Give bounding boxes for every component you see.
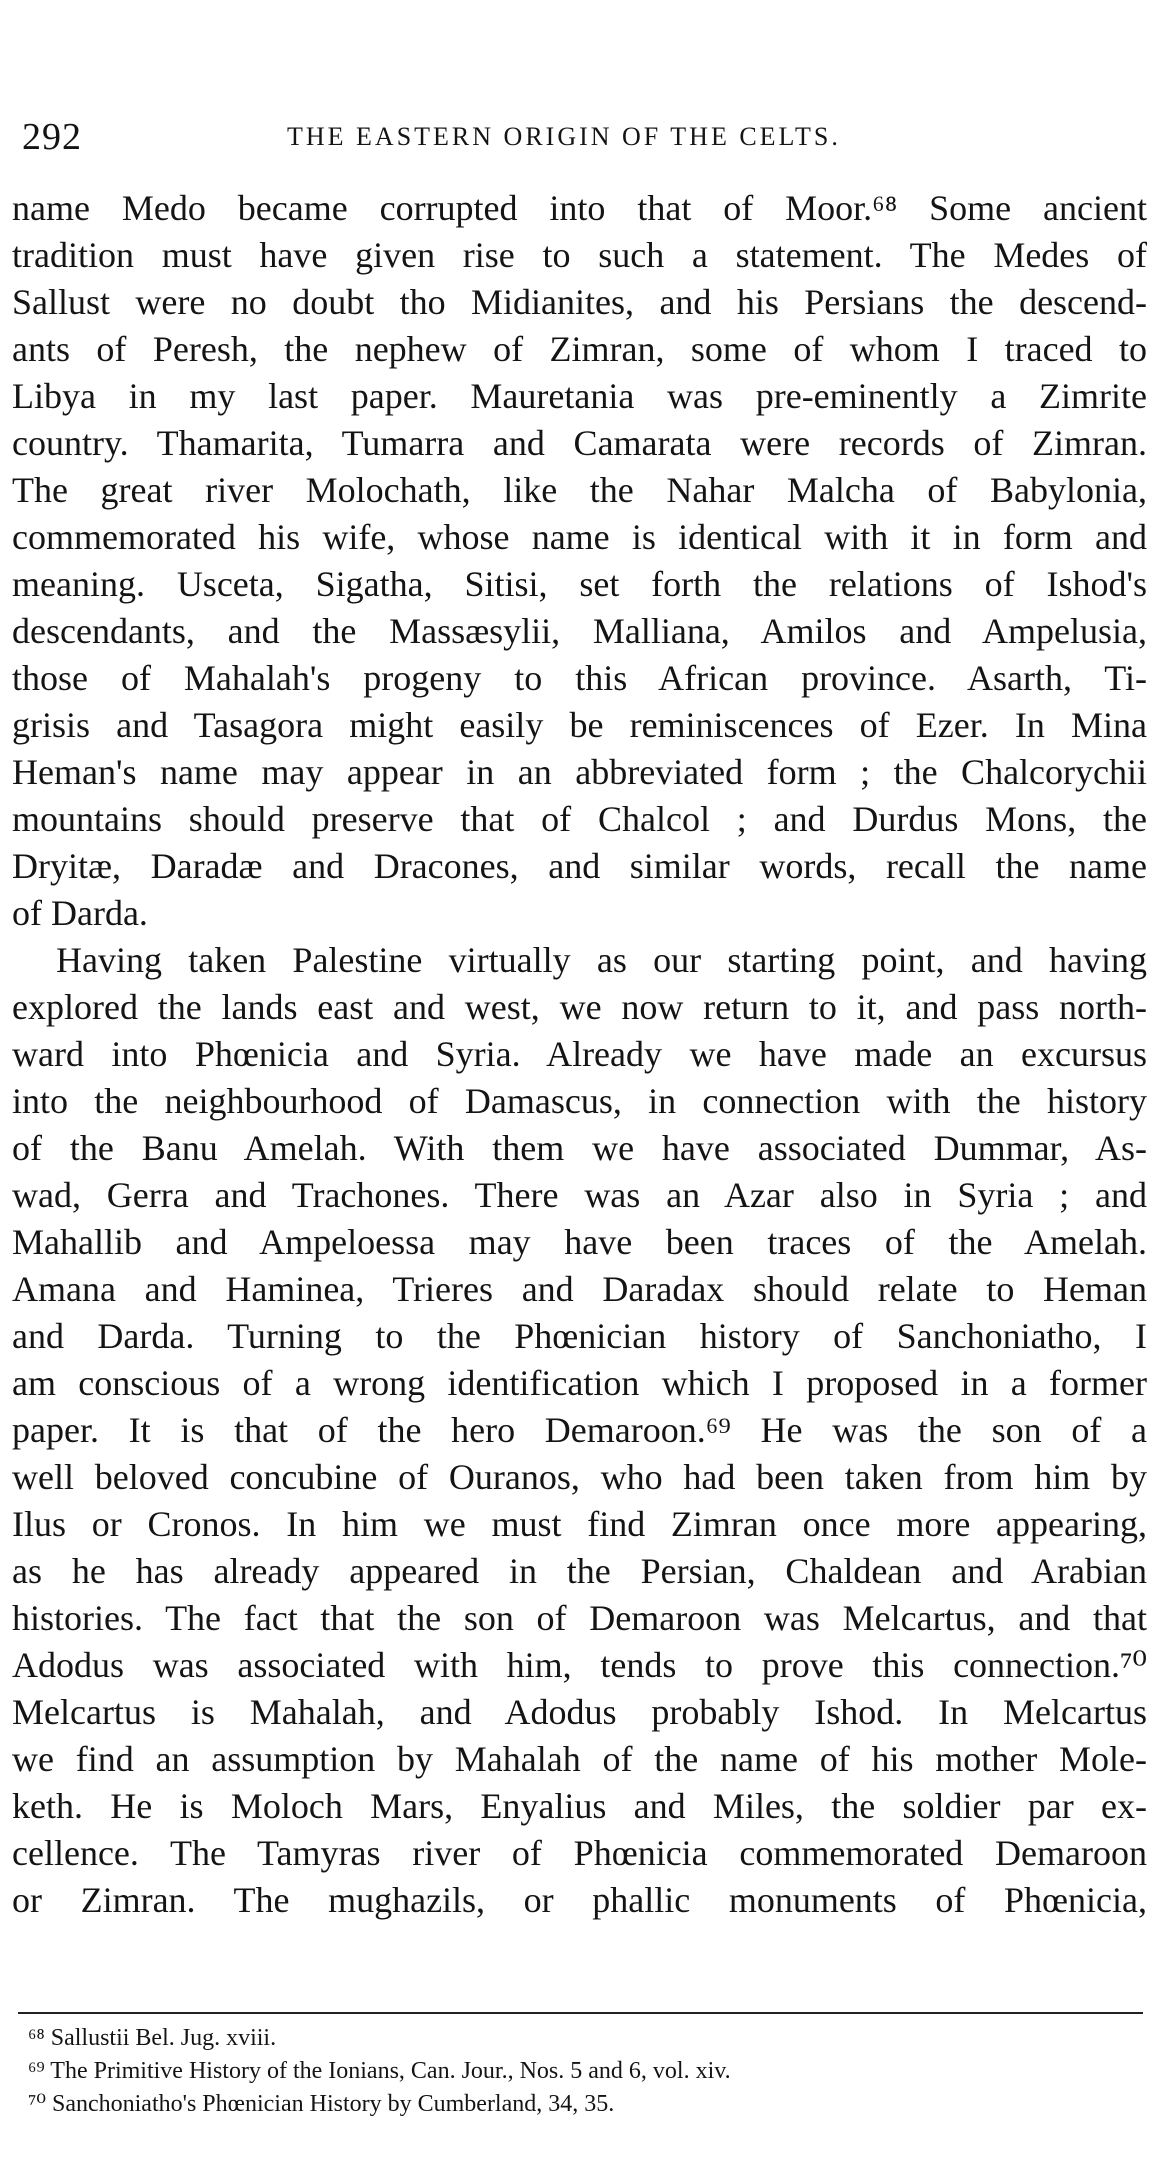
body-line: well beloved concubine of Ouranos, who had been taken from him by: [12, 1457, 1147, 1497]
body-line: am conscious of a wrong identification which I proposed in a former: [12, 1363, 1147, 1403]
footnote: ⁶⁸ Sallustii Bel. Jug. xviii.: [28, 2025, 277, 2051]
body-line: Mahallib and Ampeloessa may have been traces of the Amelah.: [12, 1222, 1147, 1262]
body-line: Sallust were no doubt tho Midianites, and his Persians the descend-: [12, 282, 1147, 322]
body-line: keth. He is Moloch Mars, Enyalius and Miles, the soldier par ex-: [12, 1786, 1147, 1826]
body-line: explored the lands east and west, we now return to it, and pass north-: [12, 987, 1147, 1027]
body-line: Heman's name may appear in an abbreviated form ; the Chalcorychii: [12, 752, 1147, 792]
running-title: THE EASTERN ORIGIN OF THE CELTS.: [287, 122, 841, 151]
body-line: name Medo became corrupted into that of Moor.⁶⁸ Some ancient: [12, 188, 1147, 228]
body-line: country. Thamarita, Tumarra and Camarata were records of Zimran.: [12, 423, 1147, 463]
body-line: Dryitæ, Daradæ and Dracones, and similar words, recall the name: [12, 846, 1147, 886]
body-line: mountains should preserve that of Chalcol ; and Durdus Mons, the: [12, 799, 1147, 839]
body-line: histories. The fact that the son of Demaroon was Melcartus, and that: [12, 1598, 1147, 1638]
body-line: of the Banu Amelah. With them we have associated Dummar, As-: [12, 1128, 1147, 1168]
body-line: Ilus or Cronos. In him we must find Zimran once more appearing,: [12, 1504, 1147, 1544]
body-line: and Darda. Turning to the Phœnician history of Sanchoniatho, I: [12, 1316, 1147, 1356]
footnote: ⁶⁹ The Primitive History of the Ionians, Can. Jour., Nos. 5 and 6, vol. xiv.: [28, 2058, 731, 2084]
running-head: [22, 112, 1132, 162]
body-line: ants of Peresh, the nephew of Zimran, some of whom I traced to: [12, 329, 1147, 369]
body-line: Libya in my last paper. Mauretania was pre-eminently a Zimrite: [12, 376, 1147, 416]
body-line: cellence. The Tamyras river of Phœnicia commemorated Demaroon: [12, 1833, 1147, 1873]
body-line: grisis and Tasagora might easily be reminiscences of Ezer. In Mina: [12, 705, 1147, 745]
footnote-rule: [18, 2012, 1143, 2014]
paragraph-end-line: of Darda.: [12, 893, 148, 933]
body-line: we find an assumption by Mahalah of the name of his mother Mole-: [12, 1739, 1147, 1779]
body-line: descendants, and the Massæsylii, Malliana, Amilos and Ampelusia,: [12, 611, 1147, 651]
body-line: into the neighbourhood of Damascus, in connection with the history: [12, 1081, 1147, 1121]
page-number: 292: [22, 116, 82, 158]
body-line: ward into Phœnicia and Syria. Already we have made an excursus: [12, 1034, 1147, 1074]
body-line: commemorated his wife, whose name is identical with it in form and: [12, 517, 1147, 557]
body-line: as he has already appeared in the Persian, Chaldean and Arabian: [12, 1551, 1147, 1591]
body-line: meaning. Usceta, Sigatha, Sitisi, set forth the relations of Ishod's: [12, 564, 1147, 604]
footnotes: [28, 2022, 1128, 2121]
body-line: Amana and Haminea, Trieres and Daradax should relate to Heman: [12, 1269, 1147, 1309]
body-line: Melcartus is Mahalah, and Adodus probably Ishod. In Melcartus: [12, 1692, 1147, 1732]
footnote: ⁷⁰ Sanchoniatho's Phœnician History by Cumberland, 34, 35.: [28, 2091, 615, 2117]
body-line: those of Mahalah's progeny to this African province. Asarth, Ti-: [12, 658, 1147, 698]
body-text: [12, 185, 1147, 1924]
body-line: wad, Gerra and Trachones. There was an Azar also in Syria ; and: [12, 1175, 1147, 1215]
body-line: tradition must have given rise to such a statement. The Medes of: [12, 235, 1147, 275]
paragraph-start-line: Having taken Palestine virtually as our starting point, and having: [56, 940, 1147, 980]
body-line: paper. It is that of the hero Demaroon.⁶⁹ He was the son of a: [12, 1410, 1147, 1450]
body-line: The great river Molochath, like the Nahar Malcha of Babylonia,: [12, 470, 1147, 510]
body-line: Adodus was associated with him, tends to prove this connection.⁷⁰: [12, 1645, 1147, 1685]
body-line: or Zimran. The mughazils, or phallic monuments of Phœnicia,: [12, 1880, 1147, 1920]
